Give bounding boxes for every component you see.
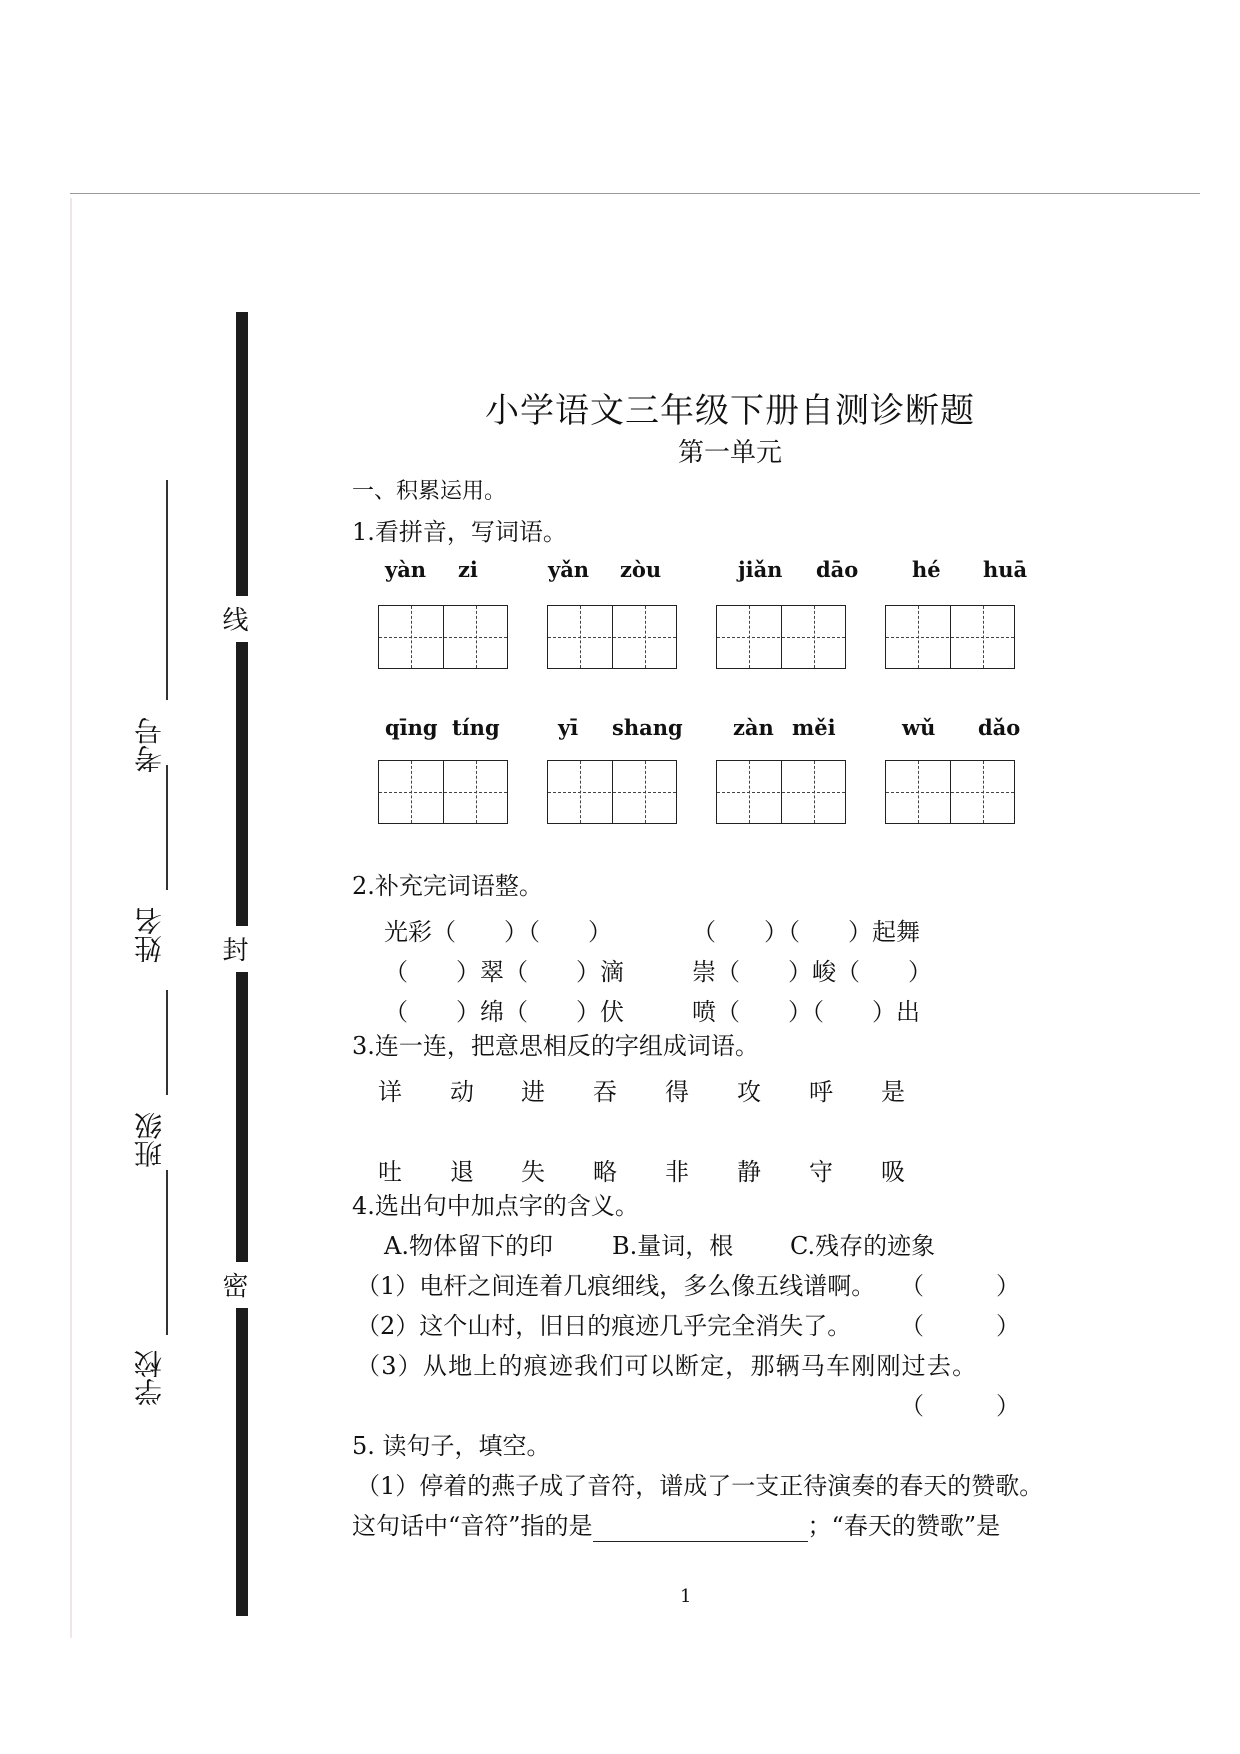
q4-answer-slot-3[interactable]: （ ） xyxy=(900,1392,1020,1420)
field-class-label: 班级 xyxy=(133,1112,166,1168)
q4-option-b: B.量词，根 xyxy=(612,1232,734,1260)
q4-option-a: A.物体留下的印 xyxy=(384,1232,553,1260)
idiom-fill[interactable]: 崇（ ）峻（ ） xyxy=(692,958,932,986)
field-exam-number-label: 考号 xyxy=(133,717,166,773)
match-char-bottom[interactable]: 吸 xyxy=(881,1158,905,1186)
match-char-bottom[interactable]: 吐 xyxy=(378,1158,402,1186)
idiom-fill[interactable]: （ ）翠（ ）滴 xyxy=(384,958,624,986)
pinyin: jiǎn xyxy=(738,557,783,582)
top-rule xyxy=(70,193,1200,194)
pinyin: dǎo xyxy=(978,715,1021,740)
pinyin: yǎn xyxy=(548,557,590,582)
answer-box[interactable] xyxy=(716,760,846,824)
pinyin: zi xyxy=(458,557,478,582)
pinyin: yī xyxy=(558,715,579,740)
q5-fill-line xyxy=(352,1510,1000,1542)
q5-prompt: 5. 读句子，填空。 xyxy=(352,1432,551,1460)
pinyin: hé xyxy=(912,557,941,582)
match-char-bottom[interactable]: 失 xyxy=(521,1158,545,1186)
q5-sentence: （1）停着的燕子成了音符，谱成了一支正待演奏的春天的赞歌。 xyxy=(356,1472,1044,1500)
binding-mark-xian: 线 xyxy=(228,596,256,642)
q5-blank[interactable] xyxy=(593,1519,808,1542)
match-char-bottom[interactable]: 退 xyxy=(450,1158,474,1186)
q4-item-2: （2）这个山村，旧日的痕迹几乎完全消失了。 xyxy=(356,1312,852,1340)
match-char-top[interactable]: 动 xyxy=(450,1078,474,1106)
q4-prompt: 4.选出句中加点字的含义。 xyxy=(352,1192,639,1220)
match-char-top[interactable]: 详 xyxy=(378,1078,402,1106)
pinyin: wǔ xyxy=(902,715,936,740)
q2-prompt: 2.补充完词语整。 xyxy=(352,872,543,900)
pinyin: zàn xyxy=(733,715,774,740)
match-char-top[interactable]: 呼 xyxy=(809,1078,833,1106)
idiom-fill[interactable]: 喷（ ）（ ）出 xyxy=(692,998,920,1026)
q1-prompt: 1.看拼音，写词语。 xyxy=(352,518,567,546)
q5-fill-suffix: ；“春天的赞歌”是 xyxy=(807,1512,1001,1540)
field-class-line[interactable] xyxy=(166,990,168,1095)
page-title: 小学语文三年级下册自测诊断题 xyxy=(485,391,975,431)
q4-option-c: C.残存的迹象 xyxy=(790,1232,936,1260)
answer-box[interactable] xyxy=(716,605,846,669)
answer-box[interactable] xyxy=(378,760,508,824)
binding-mark-feng: 封 xyxy=(228,926,256,972)
q4-item-1: （1）电杆之间连着几痕细线，多么像五线谱啊。 xyxy=(356,1272,876,1300)
match-char-top[interactable]: 攻 xyxy=(737,1078,761,1106)
unit-title: 第一单元 xyxy=(677,438,782,468)
q4-answer-slot-1[interactable]: （ ） xyxy=(900,1272,1020,1300)
idiom-fill[interactable]: （ ）（ ）起舞 xyxy=(692,918,920,946)
field-school-line[interactable] xyxy=(166,1170,168,1335)
page-edge xyxy=(70,198,72,1638)
match-char-bottom[interactable]: 守 xyxy=(809,1158,833,1186)
pinyin: yàn xyxy=(385,557,427,582)
match-char-bottom[interactable]: 静 xyxy=(737,1158,761,1186)
answer-box[interactable] xyxy=(547,605,677,669)
pinyin: qīng xyxy=(385,715,438,740)
section-heading: 一、积累运用。 xyxy=(352,479,507,504)
match-char-top[interactable]: 吞 xyxy=(593,1078,617,1106)
pinyin: tíng xyxy=(452,715,500,740)
page-number: 1 xyxy=(680,1586,692,1607)
match-char-bottom[interactable]: 非 xyxy=(665,1158,689,1186)
field-name-label: 姓名 xyxy=(133,907,166,963)
pinyin: zòu xyxy=(620,557,662,582)
match-char-top[interactable]: 进 xyxy=(521,1078,545,1106)
match-char-top[interactable]: 是 xyxy=(881,1078,905,1106)
answer-box[interactable] xyxy=(547,760,677,824)
pinyin: huā xyxy=(983,557,1028,582)
idiom-fill[interactable]: （ ）绵（ ）伏 xyxy=(384,998,624,1026)
match-char-bottom[interactable]: 略 xyxy=(593,1158,617,1186)
pinyin: shang xyxy=(612,715,683,740)
pinyin: dāo xyxy=(816,557,859,582)
pinyin: měi xyxy=(792,715,836,740)
field-exam-number-line[interactable] xyxy=(166,480,168,700)
match-char-top[interactable]: 得 xyxy=(665,1078,689,1106)
field-school-label: 学校 xyxy=(133,1350,166,1406)
q4-item-3: （3）从地上的痕迹我们可以断定，那辆马车刚刚过去。 xyxy=(356,1352,978,1380)
q3-prompt: 3.连一连，把意思相反的字组成词语。 xyxy=(352,1032,759,1060)
q4-answer-slot-2[interactable]: （ ） xyxy=(900,1312,1020,1340)
answer-box[interactable] xyxy=(885,605,1015,669)
answer-box[interactable] xyxy=(378,605,508,669)
binding-mark-mi: 密 xyxy=(228,1262,256,1308)
answer-box[interactable] xyxy=(885,760,1015,824)
idiom-fill[interactable]: 光彩（ ）（ ） xyxy=(384,918,612,946)
q5-fill-prefix: 这句话中“音符”指的是 xyxy=(352,1512,593,1540)
